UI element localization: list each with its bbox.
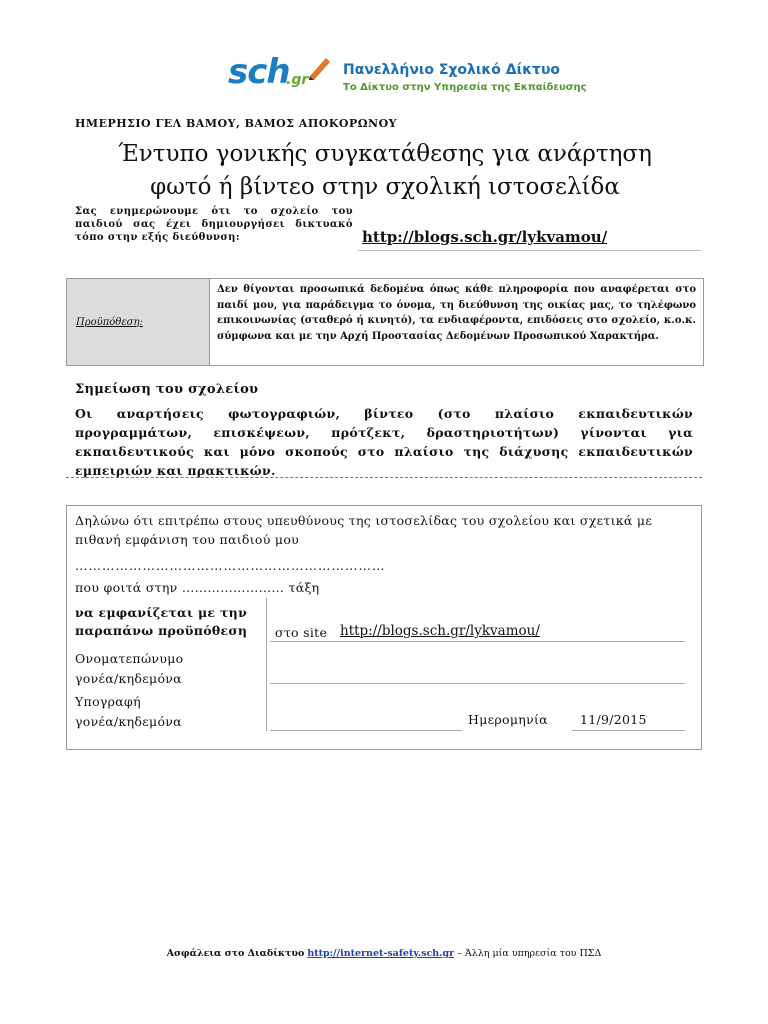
logo-pen-icon xyxy=(306,54,332,80)
class-line[interactable]: που φοιτά στην …………………… τάξη xyxy=(75,580,320,595)
parent-name-label xyxy=(75,649,183,689)
date-field-rule xyxy=(572,730,685,731)
school-name: ΗΜΕΡΗΣΙΟ ΓΕΛ ΒΑΜΟΥ, ΒΑΜΟΣ ΑΠΟΚΟΡΩΝΟΥ xyxy=(75,117,398,130)
child-name-blank[interactable]: …………………………………………………………… xyxy=(75,558,386,573)
network-tagline: Το Δίκτυο στην Υπηρεσία της Εκπαίδευσης xyxy=(343,82,587,93)
vertical-divider xyxy=(266,598,267,731)
date-value[interactable]: 11/9/2015 xyxy=(580,712,647,727)
site-url-link[interactable]: http://blogs.sch.gr/lykvamou/ xyxy=(362,228,608,246)
sch-logo xyxy=(228,52,587,100)
declaration-line-1: Δηλώνω ότι επιτρέπω στους υπευθύνους της ιστοσελίδας του σχολείου και σχετικά με xyxy=(75,513,653,528)
signature-field[interactable] xyxy=(270,730,462,731)
footer-prefix: Ασφάλεια στο Διαδίκτυο xyxy=(166,948,305,959)
document-title xyxy=(70,138,700,204)
footer-suffix: – Άλλη μία υπηρεσία του ΠΣΔ xyxy=(454,948,602,959)
network-name: Πανελλήνιο Σχολικό Δίκτυο xyxy=(343,62,561,78)
declaration-line-2: πιθανή εμφάνιση του παιδιού μου xyxy=(75,532,300,547)
logo-text: sch xyxy=(228,52,290,92)
appear-line-2: παραπάνω προϋπόθεση xyxy=(75,623,248,638)
footer-link[interactable]: http://internet-safety.sch.gr xyxy=(307,948,455,959)
signature-line-2: γονέα/κηδεμόνα xyxy=(75,714,182,729)
url-underline-rule xyxy=(358,250,701,251)
footer xyxy=(0,948,768,959)
appear-line-1: να εμφανίζεται με την xyxy=(75,605,248,620)
signature-label xyxy=(75,692,182,732)
condition-table xyxy=(66,278,704,366)
title-line-2: φωτό ή βίντεο στην σχολική ιστοσελίδα xyxy=(150,174,620,200)
school-note-heading: Σημείωση του σχολείου xyxy=(75,382,259,397)
dashed-separator xyxy=(66,477,702,478)
condition-text: Δεν θίγονται προσωπικά δεδομένα όπως κάθε πληροφορία που αναφέρεται στο παιδί μου, για παράδειγμα το όνομα, τη διεύθυνση της οικίας μας, το τηλέφωνο επικοινωνίας (σταθερό ή κινητό), τα ενδιαφέροντα, επιδόσεις στο σχολείο, κ.ο.κ. σύμφωνα και με την Αρχή Προστασίας Δεδομένων Προσωπικού Χαρακτήρα. xyxy=(217,284,696,342)
logo-suffix: .gr xyxy=(286,72,309,88)
parent-name-line-2: γονέα/κηδεμόνα xyxy=(75,671,182,686)
site-field-rule xyxy=(270,641,685,642)
condition-label: Προϋπόθεση: xyxy=(67,279,210,365)
date-label: Ημερομηνία xyxy=(468,712,548,727)
parent-name-line-1: Ονοματεπώνυμο xyxy=(75,651,184,666)
signature-line-1: Υπογραφή xyxy=(75,694,141,709)
title-line-1: Έντυπο γονικής συγκατάθεσης για ανάρτηση xyxy=(118,141,652,167)
appear-condition-label xyxy=(75,604,247,640)
declaration-site-url[interactable]: http://blogs.sch.gr/lykvamou/ xyxy=(340,623,540,639)
school-note-text: Οι αναρτήσεις φωτογραφιών, βίντεο (στο πλαίσιο εκπαιδευτικών προγραμμάτων, επισκέψεων, πρότζεκτ, δραστηριοτήτων) γίνονται για εκπαιδευτικούς και μόνο σκοπούς στο πλαίσιο της διάχυσης εκπαιδευτικών εμπειριών και πρακτικών. xyxy=(75,406,693,478)
parent-name-field[interactable] xyxy=(270,683,685,684)
site-label: στο site xyxy=(275,625,328,640)
intro-text: Σας ενημερώνουμε ότι το σχολείο του παιδιού σας έχει δημιουργήσει δικτυακό τόπο στην εξής διεύθυνση: xyxy=(75,206,353,243)
